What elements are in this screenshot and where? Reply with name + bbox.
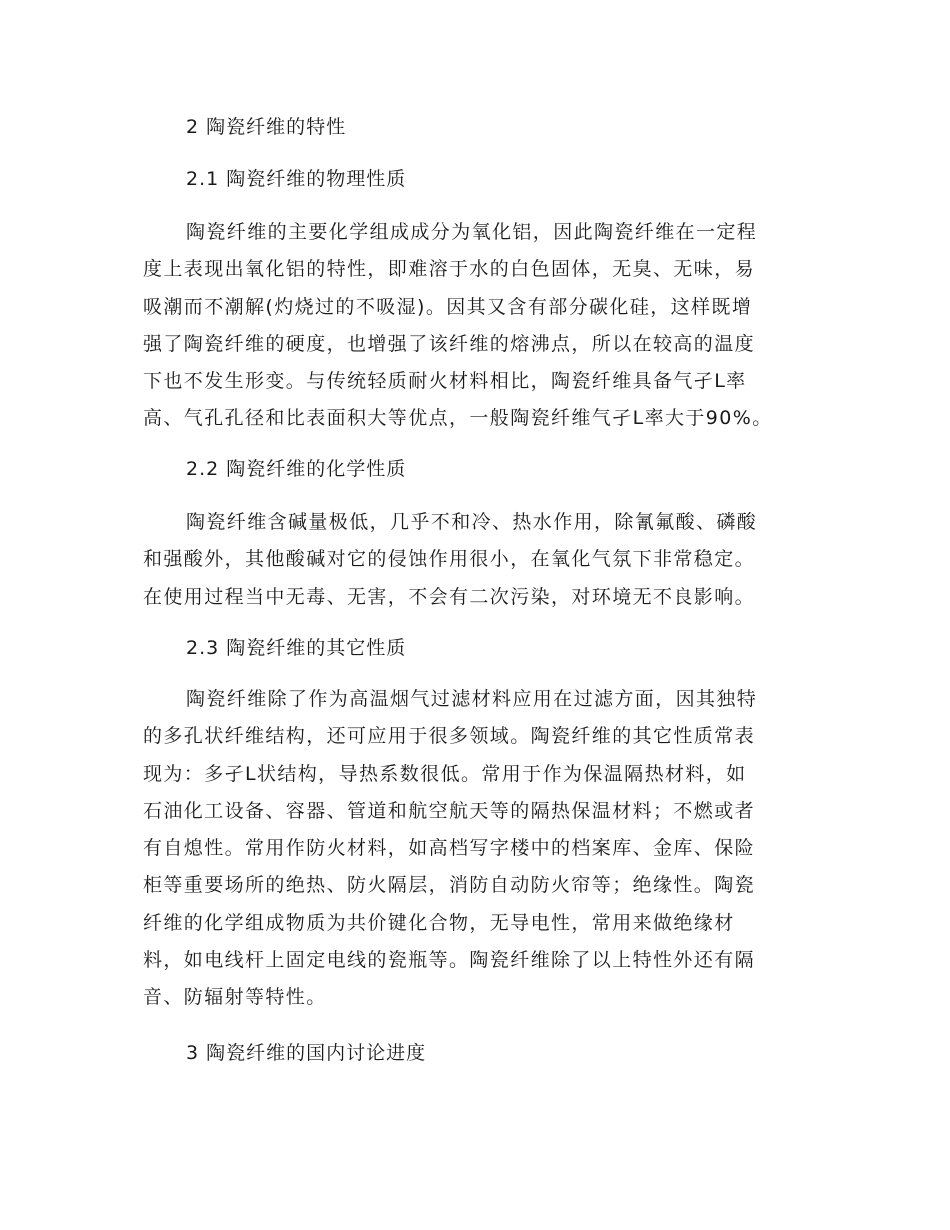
paragraph-line: 吸潮而不潮解(灼烧过的不吸湿)。因其又含有部分碳化硅，这样既增: [143, 295, 753, 318]
paragraph-line: 柜等重要场所的绝热、防火隔层，消防自动防火帘等；绝缘性。陶瓷: [143, 874, 756, 897]
section-heading-3: 3 陶瓷纤维的国内讨论进度: [186, 1042, 427, 1064]
paragraph-line: 纤维的化学组成物质为共价键化合物，无导电性，常用来做绝缘材: [143, 911, 735, 934]
section-heading-2-1: 2.1 陶瓷纤维的物理性质: [186, 168, 407, 190]
paragraph-other-properties: [143, 681, 803, 1017]
paragraph-physical-properties: [143, 214, 803, 438]
paragraph-line: 料，如电线杆上固定电线的瓷瓶等。陶瓷纤维除了以上特性外还有隔: [143, 949, 756, 972]
paragraph-line: 在使用过程当中无毒、无害，不会有二次污染，对环境无不良影响。: [143, 585, 756, 608]
paragraph-line: 陶瓷纤维的主要化学组成成分为氧化铝，因此陶瓷纤维在一定程: [186, 221, 758, 243]
paragraph-line: 下也不发生形变。与传统轻质耐火材料相比，陶瓷纤维具备气孑L率: [143, 370, 747, 393]
paragraph-line: 强了陶瓷纤维的硬度，也增强了该纤维的熔沸点，所以在较高的温度: [143, 332, 756, 355]
paragraph-line: 石油化工设备、容器、管道和航空航天等的隔热保温材料；不燃或者: [143, 799, 756, 822]
section-heading-2: 2 陶瓷纤维的特性: [186, 116, 347, 138]
paragraph-line: 陶瓷纤维含碱量极低，几乎不和冷、热水作用，除氰氟酸、磷酸: [186, 511, 758, 533]
paragraph-line: 高、气孔孔径和比表面积大等优点，一般陶瓷纤维气孑L率大于90%。: [143, 407, 773, 430]
paragraph-line: 和强酸外，其他酸碱对它的侵蚀作用很小，在氧化气氛下非常稳定。: [143, 548, 756, 571]
paragraph-line: 音、防辐射等特性。: [143, 986, 327, 1009]
paragraph-chemical-properties: [143, 504, 803, 616]
paragraph-line: 的多孔状纤维结构，还可应用于很多领域。陶瓷纤维的其它性质常表: [143, 725, 756, 748]
paragraph-line: 现为：多孑L状结构，导热系数很低。常用于作为保温隔热材料，如: [143, 762, 747, 785]
section-heading-2-3: 2.3 陶瓷纤维的其它性质: [186, 637, 407, 659]
paragraph-line: 度上表现出氧化铝的特性，即难溶于水的白色固体，无臭、无味，易: [143, 258, 756, 281]
paragraph-line: 有自熄性。常用作防火材料，如高档写字楼中的档案库、金库、保险: [143, 837, 756, 860]
paragraph-line: 陶瓷纤维除了作为高温烟气过滤材料应用在过滤方面，因其独特: [186, 688, 758, 710]
section-heading-2-2: 2.2 陶瓷纤维的化学性质: [186, 458, 407, 480]
